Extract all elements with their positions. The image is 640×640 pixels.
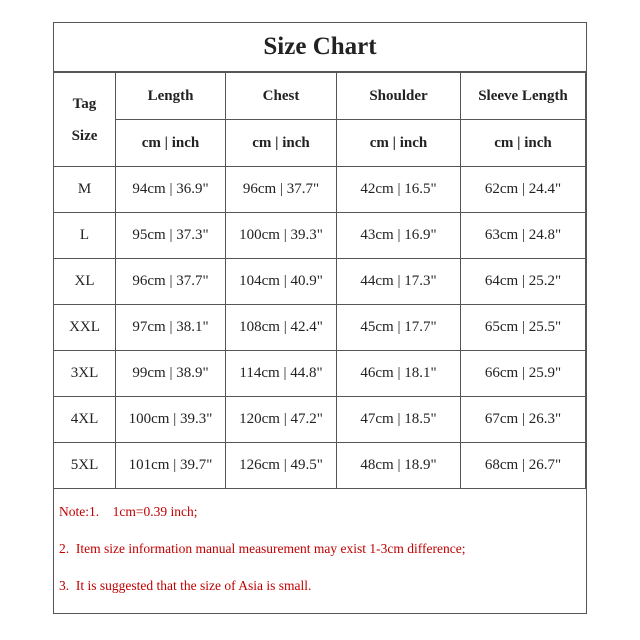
table-row bbox=[54, 397, 586, 443]
chart-title: Size Chart bbox=[54, 23, 586, 72]
length-cell: 96cm | 37.7" bbox=[116, 259, 226, 305]
sleeve-cell: 64cm | 25.2" bbox=[461, 259, 586, 305]
shoulder-cell: 45cm | 17.7" bbox=[337, 305, 461, 351]
table-row bbox=[54, 213, 586, 259]
note-1: Note:1. 1cm=0.39 inch; bbox=[59, 504, 198, 519]
unit-label: cm | inch bbox=[337, 120, 461, 167]
size-chart bbox=[53, 22, 587, 614]
size-cell: XXL bbox=[54, 305, 116, 351]
size-cell: L bbox=[54, 213, 116, 259]
column-header-shoulder: Shoulder bbox=[337, 73, 461, 120]
chest-cell: 126cm | 49.5" bbox=[226, 443, 337, 489]
sleeve-cell: 68cm | 26.7" bbox=[461, 443, 586, 489]
unit-label: cm | inch bbox=[116, 120, 226, 167]
size-cell: XL bbox=[54, 259, 116, 305]
shoulder-cell: 44cm | 17.3" bbox=[337, 259, 461, 305]
table-row bbox=[54, 167, 586, 213]
sleeve-cell: 65cm | 25.5" bbox=[461, 305, 586, 351]
shoulder-cell: 42cm | 16.5" bbox=[337, 167, 461, 213]
chest-cell: 120cm | 47.2" bbox=[226, 397, 337, 443]
unit-label: cm | inch bbox=[226, 120, 337, 167]
sleeve-cell: 66cm | 25.9" bbox=[461, 351, 586, 397]
length-cell: 100cm | 39.3" bbox=[116, 397, 226, 443]
table-row bbox=[54, 259, 586, 305]
header-row bbox=[54, 73, 586, 120]
column-header-sleeve-length: Sleeve Length bbox=[461, 73, 586, 120]
column-header-length: Length bbox=[116, 73, 226, 120]
notes-section bbox=[54, 489, 586, 604]
note-2: 2. Item size information manual measurement may exist 1-3cm difference; bbox=[59, 541, 466, 556]
length-cell: 101cm | 39.7" bbox=[116, 443, 226, 489]
shoulder-cell: 47cm | 18.5" bbox=[337, 397, 461, 443]
chest-cell: 108cm | 42.4" bbox=[226, 305, 337, 351]
column-header-chest: Chest bbox=[226, 73, 337, 120]
chest-cell: 100cm | 39.3" bbox=[226, 213, 337, 259]
unit-label: cm | inch bbox=[461, 120, 586, 167]
length-cell: 99cm | 38.9" bbox=[116, 351, 226, 397]
size-label: Size bbox=[71, 127, 98, 144]
length-cell: 97cm | 38.1" bbox=[116, 305, 226, 351]
chest-cell: 104cm | 40.9" bbox=[226, 259, 337, 305]
size-cell: 3XL bbox=[54, 351, 116, 397]
sleeve-cell: 62cm | 24.4" bbox=[461, 167, 586, 213]
chest-cell: 96cm | 37.7" bbox=[226, 167, 337, 213]
chest-cell: 114cm | 44.8" bbox=[226, 351, 337, 397]
shoulder-cell: 46cm | 18.1" bbox=[337, 351, 461, 397]
unit-row bbox=[54, 120, 586, 167]
table-row bbox=[54, 305, 586, 351]
size-table bbox=[53, 72, 586, 489]
table-row bbox=[54, 351, 586, 397]
length-cell: 95cm | 37.3" bbox=[116, 213, 226, 259]
size-cell: 4XL bbox=[54, 397, 116, 443]
tag-size-header bbox=[54, 73, 116, 167]
size-cell: M bbox=[54, 167, 116, 213]
length-cell: 94cm | 36.9" bbox=[116, 167, 226, 213]
size-cell: 5XL bbox=[54, 443, 116, 489]
note-3: 3. It is suggested that the size of Asia is small. bbox=[59, 578, 312, 593]
shoulder-cell: 43cm | 16.9" bbox=[337, 213, 461, 259]
tag-label: Tag bbox=[72, 95, 97, 112]
sleeve-cell: 63cm | 24.8" bbox=[461, 213, 586, 259]
shoulder-cell: 48cm | 18.9" bbox=[337, 443, 461, 489]
sleeve-cell: 67cm | 26.3" bbox=[461, 397, 586, 443]
table-row bbox=[54, 443, 586, 489]
